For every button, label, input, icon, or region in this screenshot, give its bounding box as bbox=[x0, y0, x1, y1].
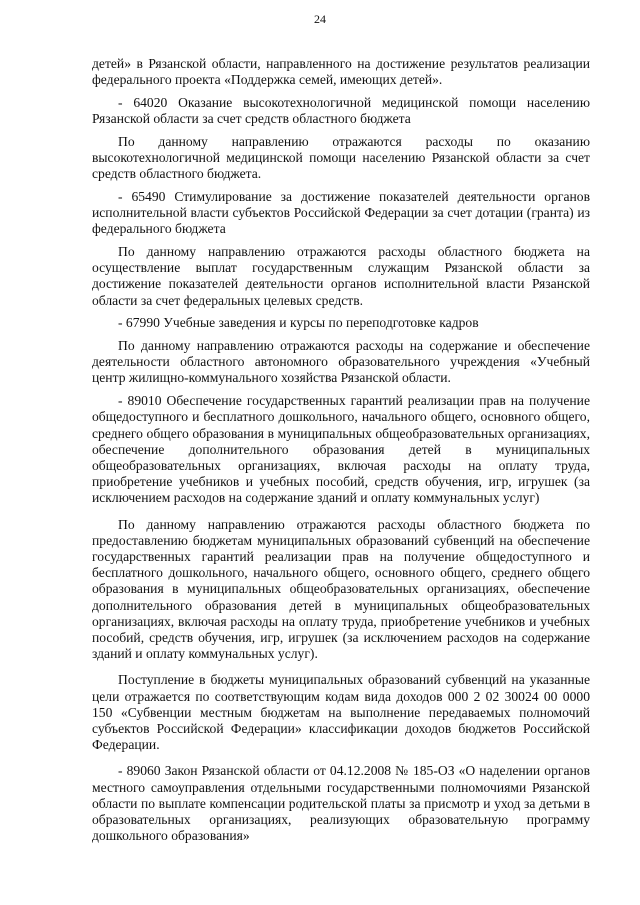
section-89010-heading: - 89010 Обеспечение государственных гарантий реализации прав на получение общедоступного и бесплатного дошкольного, начального общего, основного общего, среднего общего образования в муниципальных общеобразовательных организациях, обеспечение дополнительного образования детей в муниципальных общеобразовательных организациях, включая расходы на оплату труда, приобретение учебников и учебных пособий, средств обучения, игр, игрушек (за исключением расходов на содержание зданий и оплату коммунальных услуг) bbox=[92, 393, 590, 506]
section-64020-heading: - 64020 Оказание высокотехнологичной медицинской помощи населению Рязанской области за счет средств областного бюджета bbox=[92, 94, 590, 127]
section-64020-description: По данному направлению отражаются расходы по оказанию высокотехнологичной медицинской помощи населению Рязанской области за счет средств областного бюджета. bbox=[92, 133, 590, 182]
section-89060-heading: - 89060 Закон Рязанской области от 04.12.2008 № 185-ОЗ «О наделении органов местного самоуправления отдельными государственными полномочиями Рязанской области по выплате компенсации родительской платы за присмотр и уход за детьми в образовательных организациях, реализующих образовательную программу дошкольного образования» bbox=[92, 763, 590, 844]
section-67990-heading: - 67990 Учебные заведения и курсы по переподготовке кадров bbox=[118, 315, 479, 331]
section-89010-description: По данному направлению отражаются расходы областного бюджета по предоставлению бюджетам муниципальных образований субвенций на обеспечение государственных гарантий реализации прав на получение общедоступного и бесплатного дошкольного, начального общего, основного общего, среднего общего образования в муниципальных общеобразовательных организациях, обеспечение дополнительного образования детей в муниципальных общеобразовательных организациях, включая расходы на оплату труда, приобретение учебников и учебных пособий, средств обучения, игр, игрушек (за исключением расходов на содержание зданий и оплату коммунальных услуг). bbox=[92, 516, 590, 662]
section-65490-heading: - 65490 Стимулирование за достижение показателей деятельности органов исполнительной власти субъектов Российской Федерации за счет дотации (гранта) из федерального бюджета bbox=[92, 188, 590, 237]
section-65490-description: По данному направлению отражаются расходы областного бюджета на осуществление выплат государственным служащим Рязанской области за достижение показателей деятельности органов исполнительной власти Рязанской области за счет федеральных целевых средств. bbox=[92, 244, 590, 308]
section-67990-description: По данному направлению отражаются расходы на содержание и обеспечение деятельности областного автономного образовательного учреждения «Учебный центр жилищно-коммунального хозяйства Рязанской области. bbox=[92, 338, 590, 386]
document-body bbox=[92, 56, 590, 851]
section-89010-revenue-note: Поступление в бюджеты муниципальных образований субвенций на указанные цели отражается по соответствующим кодам вида доходов 000 2 02 30024 00 0000 150 «Субвенции местным бюджетам на выполнение передаваемых полномочий субъектов Российской Федерации» классификации доходов бюджетов Российской Федерации. bbox=[92, 672, 590, 753]
paragraph-continuation: детей» в Рязанской области, направленного на достижение результатов реализации федерального проекта «Поддержка семей, имеющих детей». bbox=[92, 56, 590, 88]
page-number: 24 bbox=[314, 12, 326, 26]
